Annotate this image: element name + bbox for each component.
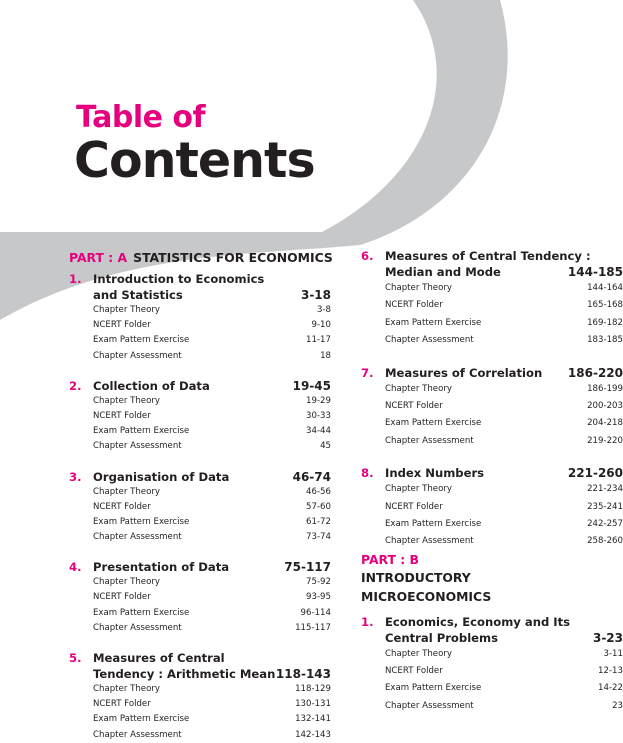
section-pages: 258-260 [587, 536, 623, 547]
section-label: Exam Pattern Exercise [93, 426, 190, 437]
chapter-pages: 19-45 [292, 378, 331, 393]
chapter-title-line: Tendency : Arithmetic Mean [93, 667, 276, 681]
chapter-pages: 75-117 [284, 560, 331, 575]
section-row [93, 712, 331, 727]
chapter-number: 2. [69, 378, 82, 393]
section-label: NCERT Folder [93, 699, 151, 710]
section-pages: 75-92 [306, 577, 331, 588]
section-row [93, 485, 331, 500]
chapter-number: 1. [361, 614, 374, 629]
chapter-title-line: Median and Mode [385, 265, 501, 279]
chapter-title [93, 469, 331, 485]
section-row [93, 409, 331, 424]
section-row [385, 663, 623, 680]
section-label: NCERT Folder [385, 400, 443, 411]
section-pages: 115-117 [295, 622, 331, 633]
section-label: NCERT Folder [385, 666, 443, 677]
chapter-entry [69, 378, 331, 455]
section-label: NCERT Folder [93, 501, 151, 512]
chapter-pages: 46-74 [292, 469, 331, 484]
section-pages: 183-185 [587, 335, 623, 346]
chapter-sections [385, 646, 623, 716]
section-row [93, 728, 331, 743]
chapter-sections [93, 485, 331, 546]
chapter-number: 3. [69, 469, 82, 484]
chapter-entry [69, 469, 331, 546]
section-pages: 45 [320, 441, 331, 452]
section-label: Chapter Theory [93, 395, 160, 406]
section-pages: 242-257 [587, 518, 623, 529]
toc-title-line1: Table of [76, 100, 206, 135]
part-a-label: PART : A [69, 250, 128, 265]
section-row [93, 575, 331, 590]
section-row [93, 621, 331, 636]
section-row [93, 515, 331, 530]
section-row [93, 333, 331, 348]
section-pages: 186-199 [587, 383, 623, 394]
part-b-label: PART : B [361, 551, 419, 567]
section-label: NCERT Folder [93, 592, 151, 603]
chapter-entry [361, 365, 623, 451]
section-pages: 130-131 [295, 699, 331, 710]
section-label: Exam Pattern Exercise [93, 516, 190, 527]
section-label: Chapter Assessment [93, 350, 182, 361]
section-pages: 9-10 [311, 320, 331, 331]
section-label: Chapter Assessment [385, 700, 474, 711]
section-row [93, 303, 331, 318]
chapter-title [385, 614, 623, 646]
chapter-sections [93, 394, 331, 455]
section-pages: 18 [320, 350, 331, 361]
toc-title-line2: Contents [74, 132, 315, 189]
section-row [385, 415, 623, 432]
part-a-heading [69, 248, 331, 267]
chapter-title [93, 378, 331, 394]
chapter-title [385, 248, 623, 280]
section-label: NCERT Folder [385, 300, 443, 311]
chapter-title-line: Index Numbers [385, 466, 485, 481]
section-label: Chapter Assessment [93, 622, 182, 633]
chapter-number: 8. [361, 466, 374, 481]
section-label: Chapter Theory [93, 486, 160, 497]
part-a-title: STATISTICS FOR ECONOMICS [133, 250, 333, 265]
chapter-sections [385, 381, 623, 451]
section-row [93, 424, 331, 439]
chapter-number: 1. [69, 272, 82, 286]
chapter-entry [361, 248, 623, 350]
chapter-title [385, 365, 623, 381]
right-column [361, 248, 623, 715]
chapter-pages: 3-18 [300, 288, 331, 302]
section-pages: 144-164 [587, 283, 623, 293]
section-label: Chapter Theory [385, 283, 452, 293]
chapter-pages: 118-143 [275, 667, 331, 681]
section-label: Chapter Theory [93, 684, 160, 694]
chapter-number: 7. [361, 365, 374, 380]
section-row [385, 332, 623, 349]
section-label: Exam Pattern Exercise [385, 317, 482, 328]
section-pages: 221-234 [587, 484, 623, 495]
section-label: NCERT Folder [93, 320, 151, 331]
section-row [385, 481, 623, 498]
section-pages: 200-203 [587, 400, 623, 411]
section-row [385, 499, 623, 516]
section-pages: 96-114 [300, 607, 331, 618]
section-pages: 30-33 [306, 410, 331, 421]
section-row [93, 318, 331, 333]
section-pages: 169-182 [587, 317, 623, 328]
chapter-sections [93, 303, 331, 364]
chapter-title-line: Measures of Correlation [385, 365, 543, 380]
chapter-number: 6. [361, 249, 374, 263]
chapter-sections [385, 280, 623, 350]
section-pages: 19-29 [306, 395, 331, 406]
chapter-title-line: and Statistics [93, 288, 183, 302]
section-pages: 235-241 [587, 501, 623, 512]
chapter-entry [69, 559, 331, 636]
section-label: Chapter Assessment [93, 729, 182, 740]
section-pages: 219-220 [587, 435, 623, 446]
section-row [385, 297, 623, 314]
chapter-sections [93, 575, 331, 636]
section-pages: 73-74 [306, 532, 331, 543]
section-row [93, 394, 331, 409]
section-pages: 34-44 [306, 426, 331, 437]
section-pages: 12-13 [598, 666, 623, 677]
section-label: Chapter Theory [385, 648, 452, 659]
section-label: NCERT Folder [93, 410, 151, 421]
part-b-chapter-list [361, 614, 623, 716]
section-label: Chapter Assessment [385, 536, 474, 547]
section-label: Exam Pattern Exercise [385, 683, 482, 694]
section-label: Exam Pattern Exercise [385, 518, 482, 529]
chapter-entry [361, 465, 623, 551]
section-row [93, 682, 331, 697]
chapter-pages: 3-23 [592, 630, 623, 645]
section-row [385, 280, 623, 297]
section-row [93, 697, 331, 712]
section-label: Chapter Assessment [385, 435, 474, 446]
section-pages: 142-143 [295, 729, 331, 740]
section-pages: 23 [612, 700, 623, 711]
section-row [385, 433, 623, 450]
part-b-title [361, 568, 623, 606]
section-pages: 11-17 [306, 335, 331, 346]
section-row [93, 500, 331, 515]
chapter-title-line: Organisation of Data [93, 469, 230, 484]
section-row [93, 606, 331, 621]
chapter-title-line: Measures of Central Tendency : [385, 249, 591, 263]
section-row [385, 398, 623, 415]
section-label: Exam Pattern Exercise [93, 714, 190, 725]
left-column [69, 248, 331, 743]
chapter-pages: 186-220 [567, 365, 623, 380]
section-row [93, 530, 331, 545]
section-label: Exam Pattern Exercise [385, 418, 482, 429]
section-row [93, 590, 331, 605]
part-b-title-line: INTRODUCTORY [361, 569, 471, 585]
section-row [93, 439, 331, 454]
section-pages: 61-72 [306, 516, 331, 527]
section-pages: 57-60 [306, 501, 331, 512]
section-pages: 204-218 [587, 418, 623, 429]
chapter-title [385, 465, 623, 481]
section-row [93, 349, 331, 364]
chapter-title-line: Economics, Economy and Its [385, 614, 571, 629]
section-label: Chapter Theory [385, 484, 452, 495]
section-label: Exam Pattern Exercise [93, 607, 190, 618]
part-b-title-line: MICROECONOMICS [361, 588, 492, 604]
section-label: Chapter Theory [93, 577, 160, 588]
section-pages: 3-8 [316, 305, 331, 315]
section-row [385, 315, 623, 332]
chapter-title [93, 650, 331, 682]
section-label: NCERT Folder [385, 501, 443, 512]
part-a-chapter-list [69, 271, 331, 743]
chapter-number: 5. [69, 651, 82, 665]
chapter-sections [385, 481, 623, 551]
chapter-pages: 144-185 [567, 265, 623, 279]
chapter-entry [69, 650, 331, 743]
section-pages: 118-129 [295, 684, 331, 694]
chapter-title-line: Presentation of Data [93, 560, 230, 575]
section-row [385, 516, 623, 533]
section-row [385, 646, 623, 663]
section-label: Chapter Assessment [93, 532, 182, 543]
chapter-entry [69, 271, 331, 364]
section-label: Chapter Assessment [93, 441, 182, 452]
section-row [385, 533, 623, 550]
chapter-entry [361, 614, 623, 716]
section-label: Chapter Theory [385, 383, 452, 394]
section-pages: 93-95 [306, 592, 331, 603]
section-label: Chapter Assessment [385, 335, 474, 346]
chapter-pages: 221-260 [567, 466, 623, 481]
section-label: Exam Pattern Exercise [93, 335, 190, 346]
section-label: Chapter Theory [93, 305, 160, 315]
part-a-chapter-list-continued [361, 248, 623, 551]
section-pages: 165-168 [587, 300, 623, 311]
chapter-title-line: Collection of Data [93, 378, 210, 393]
section-pages: 132-141 [295, 714, 331, 725]
chapter-title [93, 559, 331, 575]
section-pages: 46-56 [306, 486, 331, 497]
section-pages: 14-22 [598, 683, 623, 694]
section-row [385, 381, 623, 398]
chapter-title [93, 271, 331, 303]
chapter-sections [93, 682, 331, 743]
section-pages: 3-11 [603, 648, 623, 659]
chapter-title-line: Introduction to Economics [93, 272, 265, 286]
section-row [385, 698, 623, 715]
section-row [385, 680, 623, 697]
chapter-number: 4. [69, 560, 82, 575]
chapter-title-line: Central Problems [385, 630, 499, 645]
chapter-title-line: Measures of Central [93, 651, 225, 665]
